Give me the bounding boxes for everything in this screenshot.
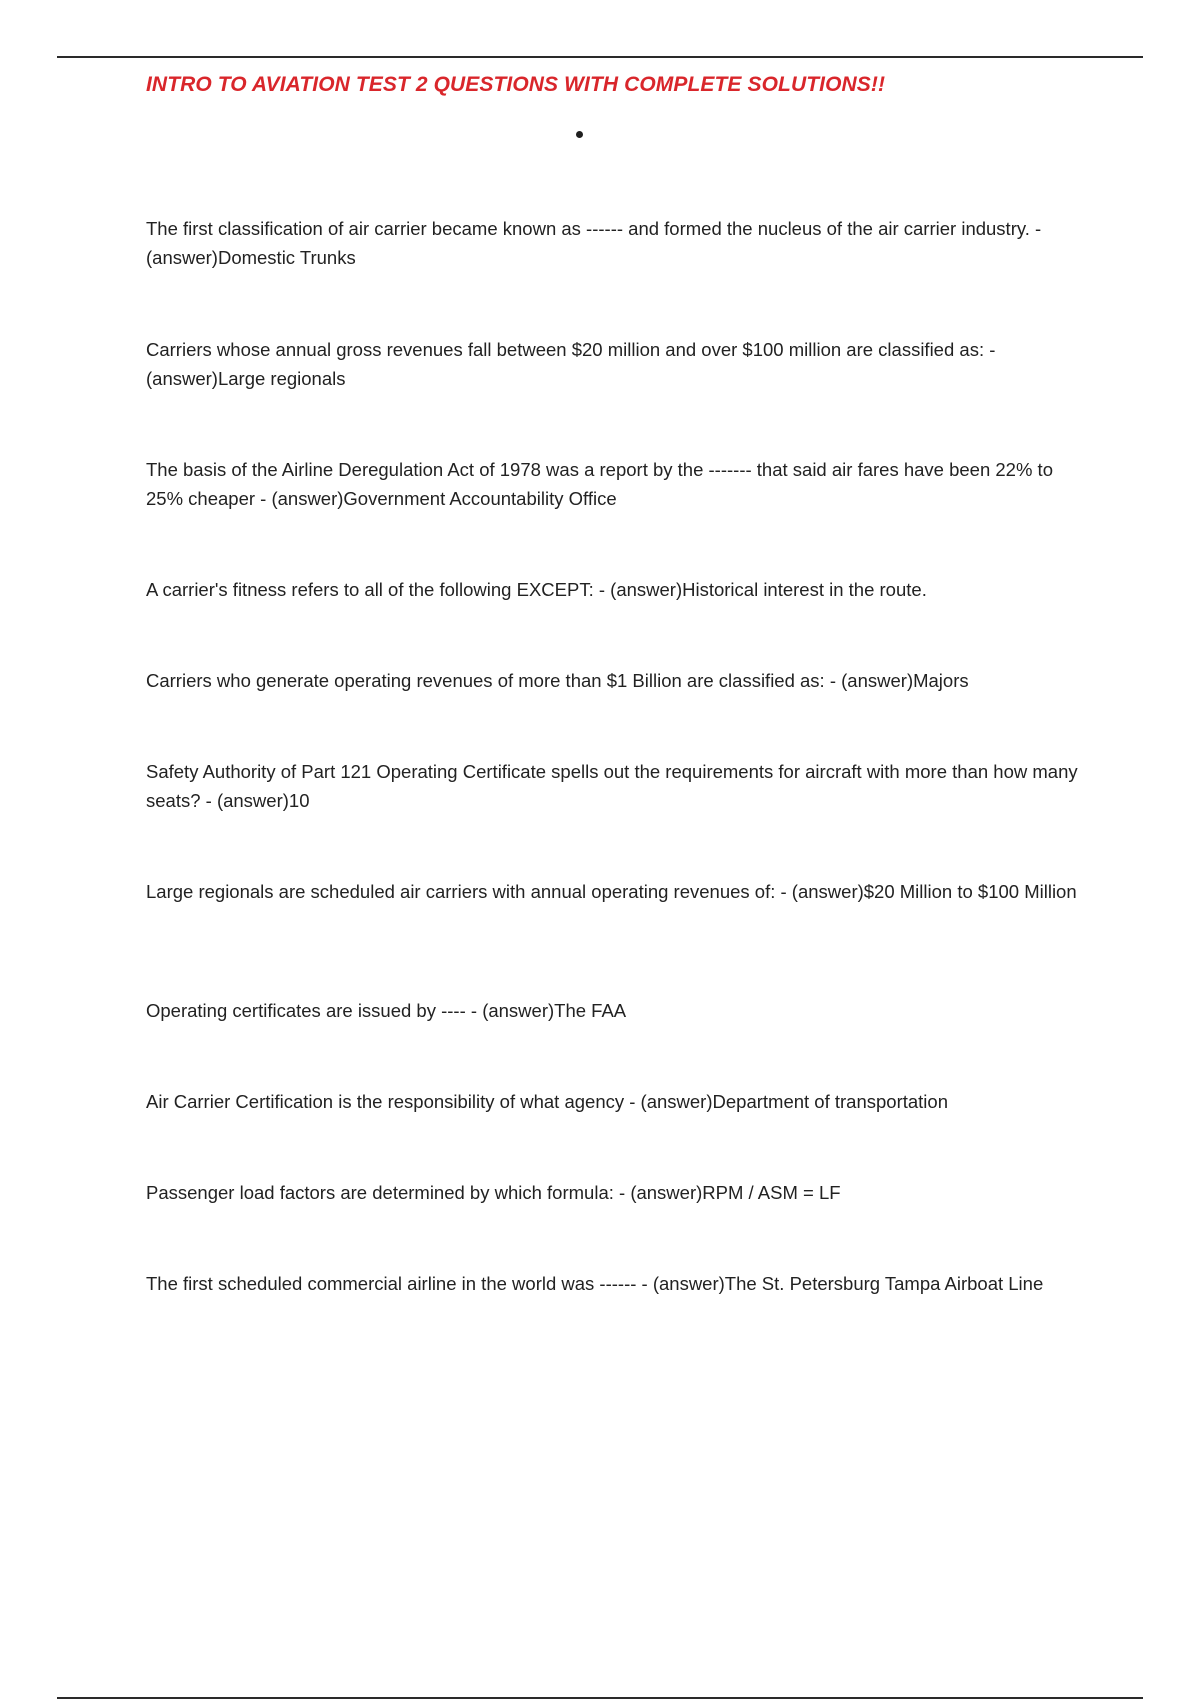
qa-item-2: Carriers whose annual gross revenues fall between $20 million and over $100 million are classified as: - (answer)Large regionals: [146, 339, 996, 389]
qa-item-8: Operating certificates are issued by ---- - (answer)The FAA: [146, 1000, 627, 1021]
qa-item-6: Safety Authority of Part 121 Operating Certificate spells out the requirements for aircraft with more than how many seats? - (answer)10: [146, 761, 1078, 811]
bullet-point: [576, 131, 583, 138]
qa-item-5: Carriers who generate operating revenues of more than $1 Billion are classified as: - (answer)Majors: [146, 670, 969, 691]
qa-item-10: Passenger load factors are determined by which formula: - (answer)RPM / ASM = LF: [146, 1182, 841, 1203]
bottom-divider: [57, 1697, 1143, 1699]
qa-item-4: A carrier's fitness refers to all of the following EXCEPT: - (answer)Historical interest in the route.: [146, 579, 927, 600]
qa-item-9: Air Carrier Certification is the responsibility of what agency - (answer)Department of transportation: [146, 1091, 948, 1112]
document-title: INTRO TO AVIATION TEST 2 QUESTIONS WITH COMPLETE SOLUTIONS!!: [146, 73, 886, 96]
qa-item-7: Large regionals are scheduled air carriers with annual operating revenues of: - (answer)$20 Million to $100 Million: [146, 881, 1077, 902]
qa-item-1: The first classification of air carrier became known as ------ and formed the nucleus of the air carrier industry. - (answer)Domestic Trunks: [146, 218, 1042, 268]
top-divider: [57, 56, 1143, 58]
qa-item-3: The basis of the Airline Deregulation Act of 1978 was a report by the ------- that said air fares have been 22% to 25% cheaper - (answer)Government Accountability Office: [146, 459, 1053, 509]
qa-item-11: The first scheduled commercial airline in the world was ------ - (answer)The St. Petersburg Tampa Airboat Line: [146, 1273, 1044, 1294]
